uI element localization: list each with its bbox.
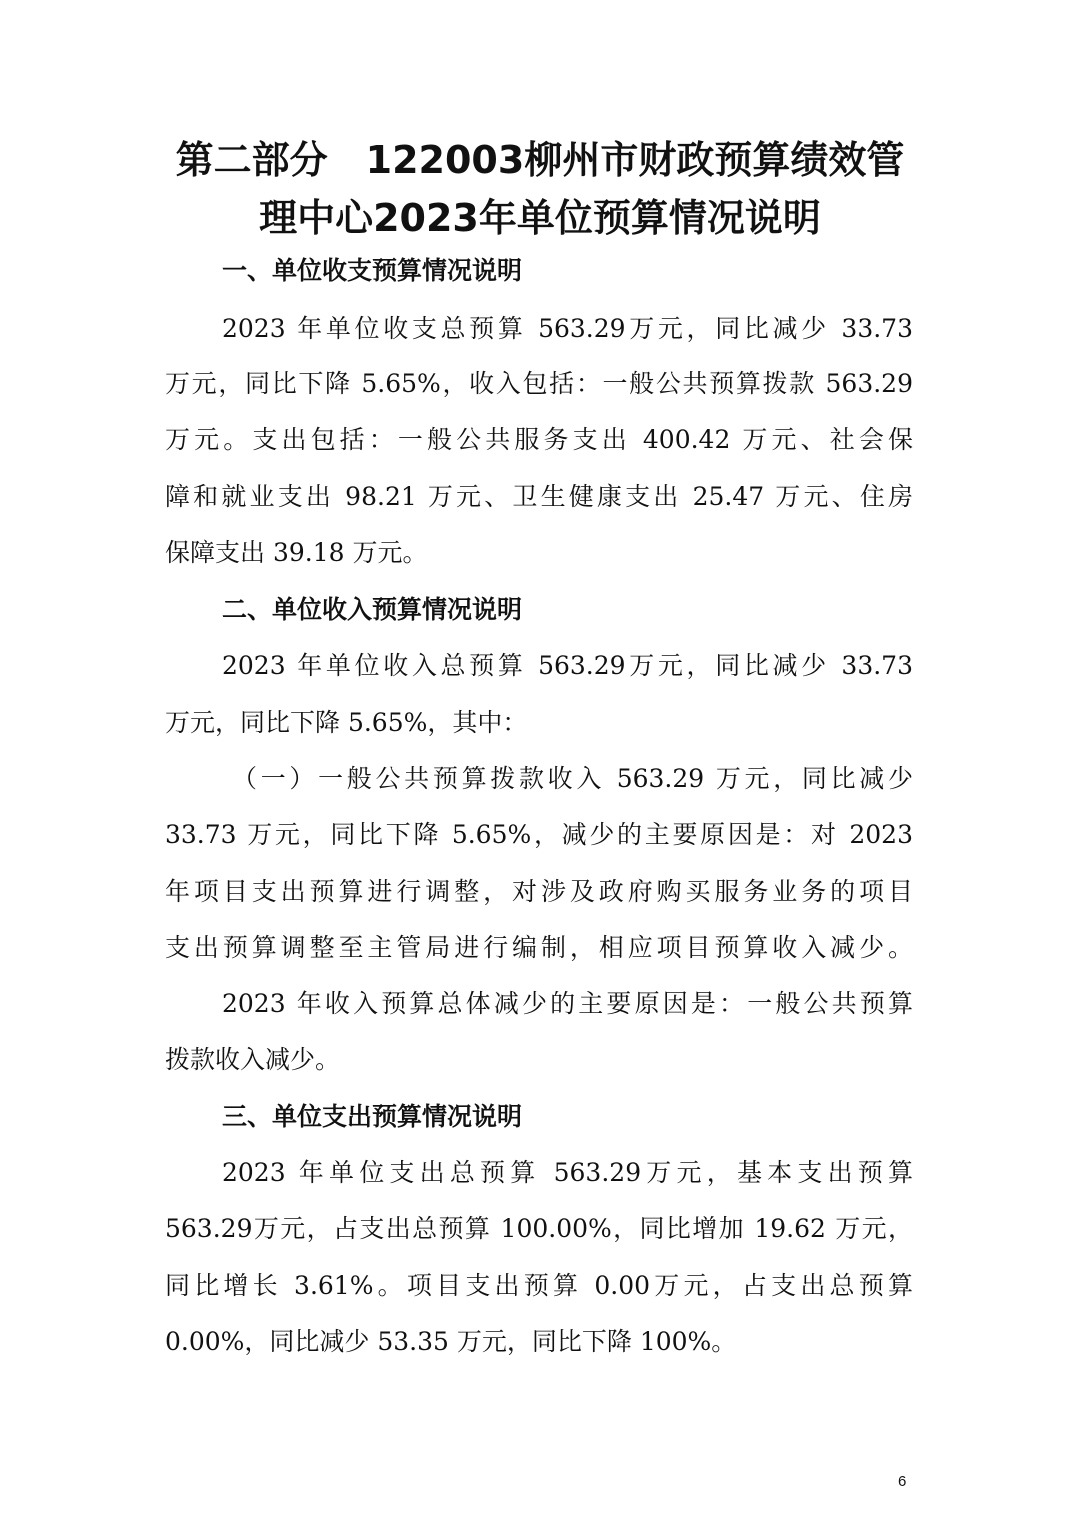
- section-heading-1: 一、单位收支预算情况说明: [222, 256, 523, 285]
- paragraph-line: 2023 年单位收支总预算 563.29万元，同比减少 33.73: [222, 314, 913, 343]
- paragraph-line: 2023 年单位收入总预算 563.29万元，同比减少 33.73: [222, 651, 913, 680]
- paragraph-line: （一）一般公共预算拨款收入 563.29 万元，同比减少: [232, 764, 913, 793]
- page-title-line-2: 理中心2023年单位预算情况说明: [259, 196, 821, 240]
- paragraph-line: 万元。支出包括：一般公共服务支出 400.42 万元、社会保: [165, 425, 913, 454]
- paragraph-line: 障和就业支出 98.21 万元、卫生健康支出 25.47 万元、住房: [165, 482, 913, 511]
- paragraph-line: 2023 年单位支出总预算 563.29万元，基本支出预算: [222, 1158, 913, 1187]
- paragraph-line: 万元，同比下降 5.65%，其中：: [165, 708, 528, 737]
- paragraph-line: 2023 年收入预算总体减少的主要原因是：一般公共预算: [222, 989, 913, 1018]
- paragraph-line: 563.29万元，占支出总预算 100.00%，同比增加 19.62 万元，: [165, 1214, 913, 1243]
- paragraph-line: 同比增长 3.61%。项目支出预算 0.00万元，占支出总预算: [165, 1271, 913, 1300]
- paragraph-line: 年项目支出预算进行调整，对涉及政府购买服务业务的项目: [165, 877, 913, 906]
- paragraph-line: 支出预算调整至主管局进行编制，相应项目预算收入减少。: [165, 933, 913, 962]
- paragraph-line: 33.73 万元，同比下降 5.65%，减少的主要原因是：对 2023: [165, 820, 913, 849]
- page-title-line-1: 第二部分 122003柳州市财政预算绩效管: [175, 138, 905, 182]
- page-number: 6: [898, 1473, 907, 1490]
- section-heading-2: 二、单位收入预算情况说明: [222, 595, 523, 624]
- paragraph-line: 保障支出 39.18 万元。: [165, 538, 428, 567]
- paragraph-line: 拨款收入减少。: [165, 1045, 341, 1074]
- section-heading-3: 三、单位支出预算情况说明: [222, 1102, 523, 1131]
- paragraph-line: 0.00%，同比减少 53.35 万元，同比下降 100%。: [165, 1327, 737, 1356]
- paragraph-line: 万元，同比下降 5.65%，收入包括：一般公共预算拨款 563.29: [165, 369, 913, 398]
